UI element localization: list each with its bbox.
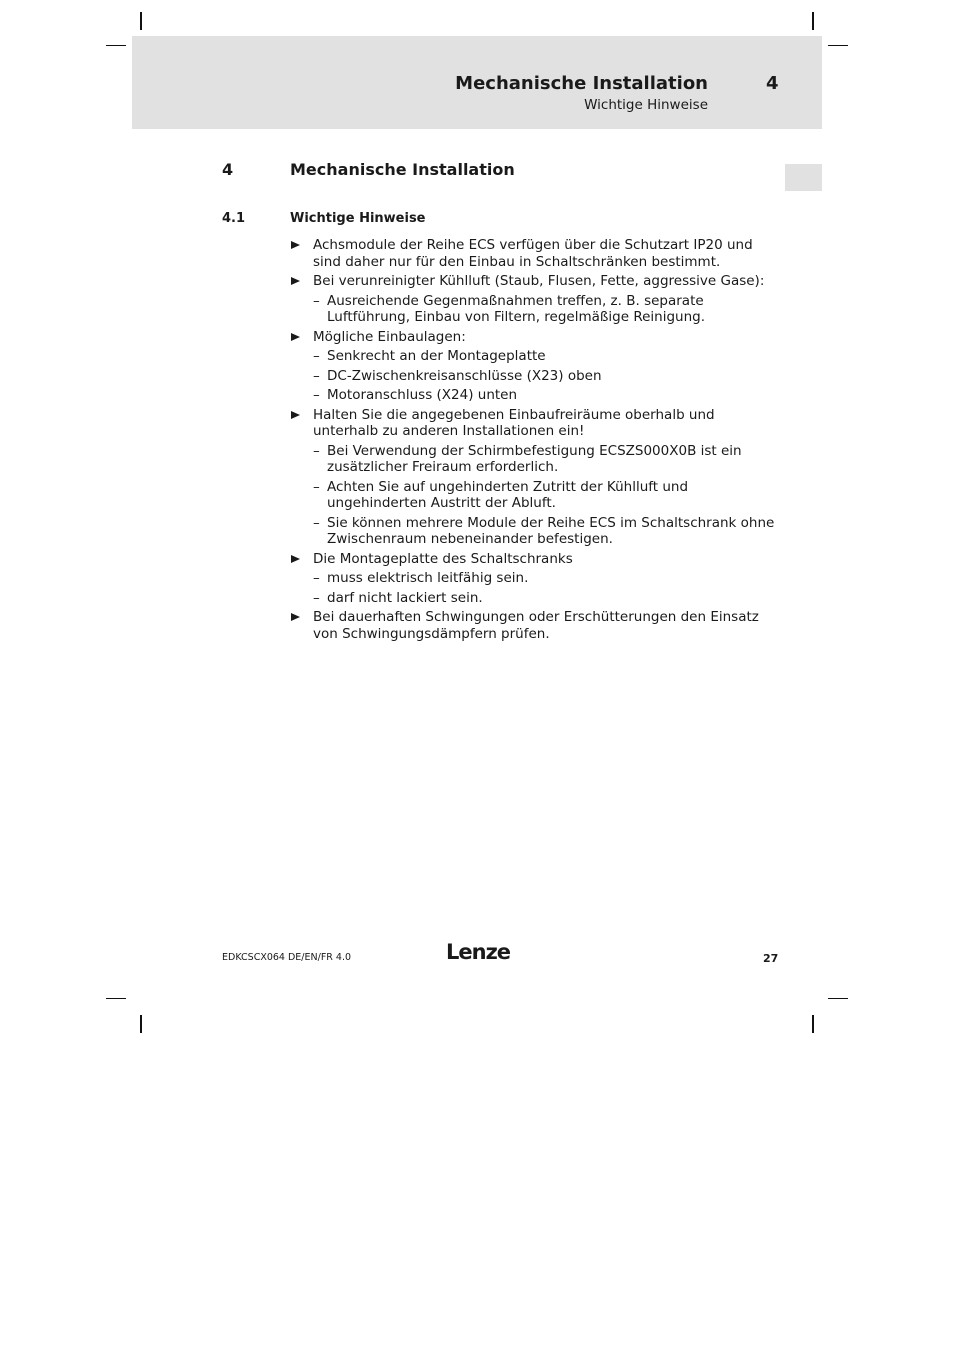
triangle-bullet-icon [291,277,300,285]
crop-mark [828,45,848,46]
crop-mark [812,1015,814,1033]
triangle-bullet-icon [291,411,300,419]
sub-list-item [313,515,775,548]
header-chapter-number: 4 [766,73,779,94]
sub-list [313,293,775,326]
dash-bullet-icon: – [313,570,320,586]
list-item-text: Die Montageplatte des Schaltschranks [313,550,573,567]
dash-bullet-icon: – [313,478,320,495]
sub-list-item-text: Motoranschluss (X24) unten [327,387,518,403]
header-title: Mechanische Installation [455,73,708,94]
sub-list-item-text: Sie können mehrere Module der Reihe ECS im Schaltschrank ohne Zwischenraum nebeneinander befestigen. [327,514,775,547]
footer-document-id: EDKCSCX064 DE/EN/FR 4.0 [222,952,352,963]
sub-list-item [313,590,775,607]
sub-list [313,348,775,404]
subsection-number: 4.1 [222,211,246,226]
dash-bullet-icon: – [313,442,320,459]
list-item-text: Bei dauerhaften Schwingungen oder Erschütterungen den Einsatz von Schwingungsdämpfern prüfen. [313,609,759,642]
sub-list [313,443,775,548]
sub-list-item-text: darf nicht lackiert sein. [327,589,483,606]
sub-list-item [313,348,775,365]
dash-bullet-icon: – [313,514,320,531]
sub-list-item-text: Achten Sie auf ungehinderten Zutritt der Kühlluft und ungehinderten Austritt der Abluft. [327,478,689,511]
list-item [290,609,775,642]
list-item-text: Halten Sie die angegebenen Einbaufreiräume oberhalb und unterhalb zu anderen Installationen ein! [313,406,715,439]
header-subtitle: Wichtige Hinweise [584,97,708,113]
dash-bullet-icon: – [313,387,320,403]
list-item-text: Mögliche Einbaulagen: [313,328,466,345]
crop-mark [828,998,848,999]
sub-list-item [313,293,775,326]
sub-list-item [313,387,775,404]
list-item-text: Bei verunreinigter Kühlluft (Staub, Flusen, Fette, aggressive Gase): [313,273,765,289]
list-item [290,329,775,404]
sub-list-item-text: muss elektrisch leitfähig sein. [327,570,529,586]
sub-list-item-text: Senkrecht an der Montageplatte [327,348,546,364]
sub-list-item [313,570,775,587]
dash-bullet-icon: – [313,367,320,384]
triangle-bullet-icon [291,555,300,563]
list-item [290,407,775,548]
lenze-logo: Lenze [446,940,511,964]
sub-list-item [313,368,775,385]
dash-bullet-icon: – [313,589,320,606]
crop-mark [140,1015,142,1033]
list-item-text: Achsmodule der Reihe ECS verfügen über die Schutzart IP20 und sind daher nur für den Einbau in Schaltschränken bestimmt. [313,237,753,270]
sub-list-item-text: Ausreichende Gegenmaßnahmen treffen, z. B. separate Luftführung, Einbau von Filtern, regelmäßige Reinigung. [327,292,705,325]
page-number: 27 [763,952,779,965]
subsection-title: Wichtige Hinweise [290,211,426,226]
dash-bullet-icon: – [313,348,320,364]
triangle-bullet-icon [291,613,300,621]
triangle-bullet-icon [291,333,300,341]
crop-mark [106,45,126,46]
list-item [290,551,775,607]
list-item [290,237,775,270]
triangle-bullet-icon [291,241,300,249]
bullet-list [290,237,775,645]
section-number: 4 [222,160,234,179]
sub-list-item [313,479,775,512]
crop-mark [106,998,126,999]
sub-list-item-text: Bei Verwendung der Schirmbefestigung ECSZS000X0B ist ein zusätzlicher Freiraum erforderlich. [327,442,742,475]
crop-mark [140,12,142,30]
sub-list [313,570,775,606]
sub-list-item-text: DC-Zwischenkreisanschlüsse (X23) oben [327,367,602,384]
sub-list-item [313,443,775,476]
section-title: Mechanische Installation [290,160,515,179]
crop-mark [812,12,814,30]
chapter-side-tab [785,164,822,191]
dash-bullet-icon: – [313,292,320,309]
list-item [290,273,775,326]
